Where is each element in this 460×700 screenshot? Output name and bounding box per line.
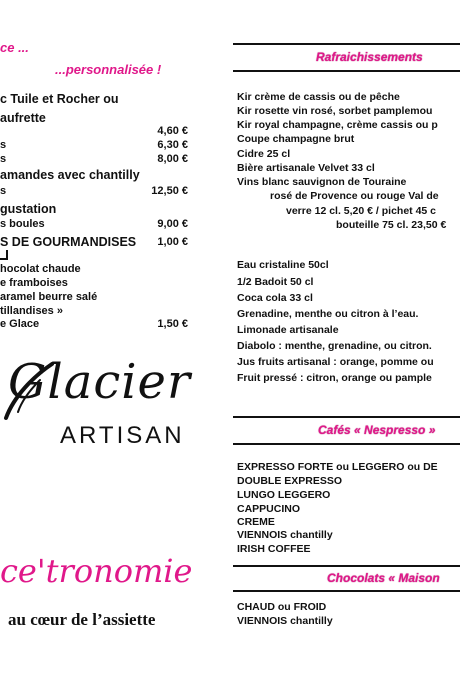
soft-item-4: Grenadine, menthe ou citron à l’eau. bbox=[237, 308, 419, 320]
choco-item-1: CHAUD ou FROID bbox=[237, 601, 327, 613]
divider-cafes-bottom bbox=[233, 443, 460, 445]
tagline-script: ce'tronomie bbox=[0, 552, 193, 590]
vins-line-3: verre 12 cl. 5,20 € / pichet 45 c bbox=[286, 205, 437, 217]
refresh-item-3: Kir royal champagne, crème cassis ou p bbox=[237, 119, 438, 131]
choco-title: Chocolats « Maison bbox=[327, 571, 440, 585]
divider-choco-top bbox=[233, 565, 460, 567]
degustation-title: gustation bbox=[0, 202, 57, 216]
refresh-item-7: Vins blanc sauvignon de Touraine bbox=[237, 176, 407, 188]
amandes-price: 12,50 € bbox=[151, 185, 188, 197]
glace-price: 1,50 € bbox=[157, 318, 188, 330]
glace-label: e Glace bbox=[0, 318, 40, 330]
price-2: 6,30 € bbox=[157, 139, 188, 151]
left-header-1: ce ... bbox=[0, 40, 29, 55]
refresh-item-6: Bière artisanale Velvet 33 cl bbox=[237, 162, 375, 174]
cafes-title: Cafés « Nespresso » bbox=[318, 423, 436, 437]
cafe-item-7: IRISH COFFEE bbox=[237, 543, 311, 555]
refresh-item-5: Cidre 25 cl bbox=[237, 148, 291, 160]
gourm-item-4: tillandises » bbox=[0, 305, 63, 317]
divider-refresh-bottom bbox=[233, 70, 460, 72]
amandes-s: s bbox=[0, 185, 7, 197]
gourmandises-price: 1,00 € bbox=[157, 236, 188, 248]
price-3: 8,00 € bbox=[157, 153, 188, 165]
soft-item-8: Fruit pressé : citron, orange ou pample bbox=[237, 372, 432, 384]
left-header-2: ...personnalisée ! bbox=[55, 62, 162, 77]
gourm-item-2: e framboises bbox=[0, 277, 68, 289]
soft-item-5: Limonade artisanale bbox=[237, 324, 339, 336]
soft-item-3: Coca cola 33 cl bbox=[237, 292, 313, 304]
section1-line2: aufrette bbox=[0, 111, 46, 125]
refresh-item-2: Kir rosette vin rosé, sorbet pamplemou bbox=[237, 105, 433, 117]
logo-script-text: Glacier bbox=[8, 354, 191, 410]
soft-item-2: 1/2 Badoit 50 cl bbox=[237, 276, 314, 288]
divider-choco-bottom bbox=[233, 590, 460, 592]
cafe-item-4: CAPPUCINO bbox=[237, 503, 301, 515]
refresh-item-1: Kir crème de cassis ou de pêche bbox=[237, 91, 400, 103]
refresh-item-4: Coupe champagne brut bbox=[237, 133, 355, 145]
gourm-item-1: hocolat chaude bbox=[0, 263, 81, 275]
vins-line-2: rosé de Provence ou rouge Val de bbox=[270, 190, 439, 202]
cafe-item-2: DOUBLE EXPRESSO bbox=[237, 475, 343, 487]
gourmandises-title: S DE GOURMANDISES bbox=[0, 235, 137, 249]
price-1: 4,60 € bbox=[157, 125, 188, 137]
cafe-item-5: CREME bbox=[237, 516, 275, 528]
glacier-artisan-logo bbox=[0, 352, 200, 462]
logo-word-text: ARTISAN bbox=[60, 422, 185, 449]
soft-item-7: Jus fruits artisanal : orange, pomme ou bbox=[237, 356, 434, 368]
tagline: au cœur de l’assiette bbox=[8, 610, 156, 629]
cafe-item-1: EXPRESSO FORTE ou LEGGERO ou DE bbox=[237, 461, 438, 473]
refresh-title: Rafraichissements bbox=[316, 50, 423, 64]
section1-line1: c Tuile et Rocher ou bbox=[0, 92, 119, 106]
gourm-item-3: aramel beurre salé bbox=[0, 291, 98, 303]
choco-item-2: VIENNOIS chantilly bbox=[237, 615, 333, 627]
soft-item-1: Eau cristaline 50cl bbox=[237, 259, 329, 271]
vins-line-4: bouteille 75 cl. 23,50 € bbox=[336, 219, 447, 231]
boules-price: 9,00 € bbox=[157, 218, 188, 230]
amandes-title: amandes avec chantilly bbox=[0, 168, 140, 182]
row-s1: s bbox=[0, 139, 7, 151]
row-s2: s bbox=[0, 153, 7, 165]
cafe-item-6: VIENNOIS chantilly bbox=[237, 529, 333, 541]
divider-refresh-top bbox=[233, 43, 460, 45]
cafe-item-3: LUNGO LEGGERO bbox=[237, 489, 331, 501]
arrow-mark-icon bbox=[0, 250, 8, 260]
boules-label: s boules bbox=[0, 218, 45, 230]
divider-cafes-top bbox=[233, 416, 460, 418]
soft-item-6: Diabolo : menthe, grenadine, ou citron. bbox=[237, 340, 432, 352]
